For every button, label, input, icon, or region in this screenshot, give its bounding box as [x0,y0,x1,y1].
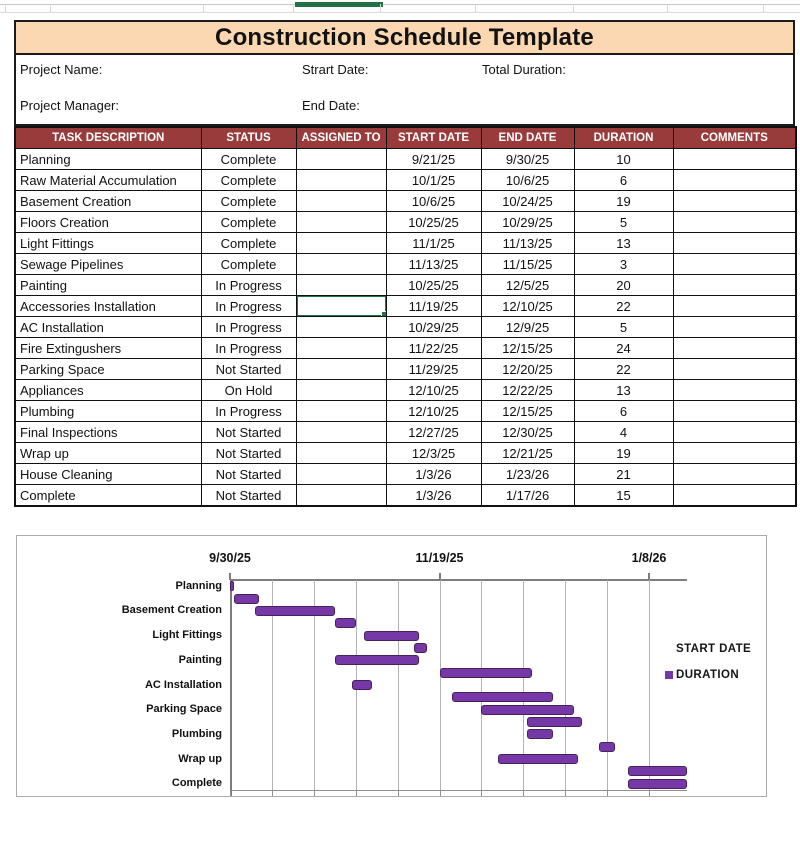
gantt-axis-tick [272,790,273,796]
cell-end[interactable]: 12/9/25 [481,317,574,338]
title-band [14,20,795,55]
cell-status[interactable]: In Progress [201,296,296,317]
gantt-axis-tick [440,790,441,796]
project-info-panel [14,55,795,126]
cell-end[interactable]: 12/20/25 [481,359,574,380]
gantt-bar[interactable] [481,705,573,715]
gantt-category-label: AC Installation [144,678,222,691]
cell-comments[interactable] [673,233,796,254]
cell-assigned[interactable] [296,254,386,275]
cell-assigned[interactable] [296,191,386,212]
cell-start[interactable]: 11/19/25 [386,296,481,317]
legend-duration-entry [665,669,739,681]
spreadsheet-top-strip [0,0,800,13]
gantt-bar[interactable] [414,643,427,653]
page-title: Construction Schedule Template [215,23,594,51]
gantt-bar[interactable] [498,754,578,764]
gantt-axis-tick [314,790,315,796]
gantt-gridline [230,580,232,796]
column-divider [293,4,294,12]
cell-duration[interactable]: 22 [574,359,673,380]
table-header-row [15,127,796,149]
cell-duration[interactable]: 13 [574,233,673,254]
cell-status[interactable]: Complete [201,170,296,191]
column-divider [667,4,668,12]
cell-task[interactable]: House Cleaning [15,464,201,485]
cell-duration[interactable]: 24 [574,338,673,359]
cell-duration[interactable]: 19 [574,443,673,464]
gantt-axis-tick [229,573,231,580]
cell-assigned[interactable] [296,233,386,254]
cell-comments[interactable] [673,296,796,317]
cell-task[interactable]: Parking Space [15,359,201,380]
cell-duration[interactable]: 4 [574,422,673,443]
column-divider [50,4,51,12]
cell-comments[interactable] [673,338,796,359]
cell-duration[interactable]: 10 [574,149,673,170]
gantt-bar[interactable] [364,631,418,641]
cell-duration[interactable]: 6 [574,401,673,422]
cell-status[interactable]: In Progress [201,317,296,338]
cell-task[interactable]: Raw Material Accumulation [15,170,201,191]
cell-start[interactable]: 11/22/25 [386,338,481,359]
cell-task[interactable]: Planning [15,149,201,170]
gantt-bar[interactable] [335,655,419,665]
gantt-category-label: Wrap up [178,752,222,765]
table-row [15,443,796,464]
cell-start[interactable]: 12/3/25 [386,443,481,464]
cell-start[interactable]: 12/10/25 [386,401,481,422]
cell-start[interactable]: 10/29/25 [386,317,481,338]
column-divider [5,4,6,12]
cell-comments[interactable] [673,275,796,296]
gantt-axis-tick [439,573,441,580]
column-header-duration[interactable]: DURATION [574,127,673,149]
cell-task[interactable]: Accessories Installation [15,296,201,317]
cell-comments[interactable] [673,359,796,380]
gantt-axis-tick [230,790,231,796]
cell-start[interactable]: 10/6/25 [386,191,481,212]
cell-comments[interactable] [673,380,796,401]
gantt-bar[interactable] [628,766,687,776]
table-row [15,254,796,275]
cell-end[interactable]: 10/29/25 [481,212,574,233]
cell-duration[interactable]: 13 [574,380,673,401]
cell-comments[interactable] [673,191,796,212]
cell-comments[interactable] [673,422,796,443]
cell-status[interactable]: Complete [201,191,296,212]
gantt-axis-tick [481,790,482,796]
cell-start[interactable]: 1/3/26 [386,464,481,485]
cell-duration[interactable]: 5 [574,317,673,338]
cell-task[interactable]: Plumbing [15,401,201,422]
cell-assigned[interactable] [296,317,386,338]
column-divider [763,4,764,12]
cell-task[interactable]: Final Inspections [15,422,201,443]
gantt-gridline [481,580,482,790]
cell-comments[interactable] [673,464,796,485]
cell-status[interactable]: In Progress [201,275,296,296]
cell-duration[interactable]: 15 [574,485,673,507]
gantt-bar[interactable] [527,717,581,727]
duration-legend-marker-icon [665,671,673,679]
cell-task[interactable]: Appliances [15,380,201,401]
cell-assigned[interactable] [296,275,386,296]
table-row [15,359,796,380]
cell-start[interactable]: 11/1/25 [386,233,481,254]
gantt-bar[interactable] [335,618,356,628]
table-row [15,401,796,422]
gantt-category-label: Complete [171,777,222,790]
cell-task[interactable]: Wrap up [15,443,201,464]
table-row [15,233,796,254]
schedule-table[interactable] [14,126,797,507]
gantt-gridline [440,580,441,790]
cell-end[interactable]: 12/15/25 [481,401,574,422]
gantt-bar[interactable] [452,692,553,702]
gantt-gridline [607,580,608,790]
cell-duration[interactable]: 19 [574,191,673,212]
gantt-x-axis-label: 1/8/26 [631,551,667,565]
gantt-bar[interactable] [527,729,552,739]
gantt-axis-tick [523,790,524,796]
column-header-comments[interactable]: COMMENTS [673,127,796,149]
legend-start-date-label: START DATE [676,643,752,655]
cell-start[interactable]: 11/13/25 [386,254,481,275]
gantt-bar[interactable] [234,594,259,604]
cell-task[interactable]: Basement Creation [15,191,201,212]
cell-start[interactable]: 12/10/25 [386,380,481,401]
cell-status[interactable]: On Hold [201,380,296,401]
cell-task[interactable]: Sewage Pipelines [15,254,201,275]
cell-assigned[interactable] [296,401,386,422]
cell-status[interactable]: Not Started [201,359,296,380]
cell-task[interactable]: Light Fittings [15,233,201,254]
gantt-bar[interactable] [352,680,373,690]
table-row [15,317,796,338]
cell-task[interactable]: Fire Extingushers [15,338,201,359]
table-row [15,296,796,317]
gantt-category-label: Plumbing [171,727,222,740]
gantt-axis-tick [565,790,566,796]
start-date-label: Strart Date: [302,62,369,77]
cell-assigned[interactable] [296,149,386,170]
cell-end[interactable]: 10/24/25 [481,191,574,212]
cell-end[interactable]: 9/30/25 [481,149,574,170]
cell-comments[interactable] [673,443,796,464]
cell-end[interactable]: 1/17/26 [481,485,574,507]
cell-end[interactable]: 12/15/25 [481,338,574,359]
column-header-end-date[interactable]: END DATE [481,127,574,149]
gantt-axis-tick [356,790,357,796]
cell-end[interactable]: 12/22/25 [481,380,574,401]
cell-status[interactable]: Not Started [201,485,296,507]
cell-start[interactable]: 11/29/25 [386,359,481,380]
cell-comments[interactable] [673,149,796,170]
cell-status[interactable]: Not Started [201,443,296,464]
cell-comments[interactable] [673,170,796,191]
cell-task[interactable]: AC Installation [15,317,201,338]
column-header-start-date[interactable]: START DATE [386,127,481,149]
gantt-category-label: Painting [178,653,222,666]
total-duration-label: Total Duration: [482,62,566,77]
gantt-axis-tick [607,790,608,796]
cell-start[interactable]: 10/25/25 [386,212,481,233]
table-row [15,464,796,485]
cell-assigned[interactable] [296,170,386,191]
cell-assigned[interactable] [296,212,386,233]
cell-start[interactable]: 1/3/26 [386,485,481,507]
cell-duration[interactable]: 22 [574,296,673,317]
gantt-axis-tick [649,790,650,796]
gantt-gridline [649,580,650,790]
column-divider [203,4,204,12]
gantt-bar[interactable] [255,606,335,616]
legend-duration-label: DURATION [676,669,740,681]
gantt-gridline [398,580,399,790]
cell-status[interactable]: In Progress [201,338,296,359]
column-divider [573,4,574,12]
cell-start[interactable]: 10/25/25 [386,275,481,296]
cell-status[interactable]: Complete [201,233,296,254]
gantt-category-label: Planning [175,579,222,592]
cell-end[interactable]: 12/5/25 [481,275,574,296]
cell-start[interactable]: 12/27/25 [386,422,481,443]
cell-comments[interactable] [673,401,796,422]
cell-end[interactable]: 1/23/26 [481,464,574,485]
cell-assigned[interactable] [296,338,386,359]
fill-handle-icon[interactable] [381,311,387,317]
cell-task[interactable]: Complete [15,485,201,507]
table-row [15,212,796,233]
grid-line [0,12,800,13]
table-row [15,275,796,296]
column-divider [380,4,381,12]
table-row [15,338,796,359]
cell-end[interactable]: 12/21/25 [481,443,574,464]
cell-assigned[interactable] [296,359,386,380]
gantt-axis-tick [398,790,399,796]
cell-task[interactable]: Floors Creation [15,212,201,233]
grid-line [0,4,800,5]
project-manager-label: Project Manager: [20,98,119,113]
cell-end[interactable]: 11/15/25 [481,254,574,275]
cell-comments[interactable] [673,317,796,338]
cell-duration[interactable]: 21 [574,464,673,485]
cell-assigned[interactable] [296,443,386,464]
cell-comments[interactable] [673,485,796,507]
cell-duration[interactable]: 6 [574,170,673,191]
column-header-status[interactable]: STATUS [201,127,296,149]
column-header-assigned-to[interactable]: ASSIGNED TO [296,127,386,149]
gantt-bottom-axis [230,790,687,791]
cell-status[interactable]: Complete [201,149,296,170]
cell-status[interactable]: In Progress [201,401,296,422]
gantt-x-axis-label: 9/30/25 [209,551,251,565]
gantt-bar[interactable] [628,779,687,789]
gantt-axis-tick [648,573,650,580]
cell-assigned[interactable] [296,422,386,443]
table-row [15,485,796,507]
cell-assigned[interactable] [296,485,386,507]
table-row [15,191,796,212]
cell-duration[interactable]: 5 [574,212,673,233]
cell-end[interactable]: 10/6/25 [481,170,574,191]
cell-duration[interactable]: 20 [574,275,673,296]
gantt-chart[interactable] [16,535,767,797]
cell-end[interactable]: 12/30/25 [481,422,574,443]
cell-assigned[interactable] [296,380,386,401]
cell-comments[interactable] [673,254,796,275]
table-row [15,149,796,170]
cell-comments[interactable] [673,212,796,233]
gantt-bar[interactable] [599,742,616,752]
project-name-label: Project Name: [20,62,103,77]
gantt-category-label: Parking Space [146,703,222,716]
gantt-x-axis-label: 11/19/25 [415,551,464,565]
gantt-bar[interactable] [230,581,234,591]
cell-status[interactable]: Complete [201,254,296,275]
gantt-category-label: Basement Creation [121,604,222,617]
selected-cell[interactable] [296,296,386,317]
cell-start[interactable]: 10/1/25 [386,170,481,191]
gantt-bar[interactable] [440,668,532,678]
cell-status[interactable]: Not Started [201,464,296,485]
column-divider [475,4,476,12]
column-header-task-description[interactable]: TASK DESCRIPTION [15,127,201,149]
cell-assigned[interactable] [296,464,386,485]
cell-end[interactable]: 12/10/25 [481,296,574,317]
cell-duration[interactable]: 3 [574,254,673,275]
cell-start[interactable]: 9/21/25 [386,149,481,170]
table-row [15,380,796,401]
table-row [15,422,796,443]
table-row [15,170,796,191]
gantt-top-axis [230,579,687,581]
end-date-label: End Date: [302,98,360,113]
gantt-category-label: Light Fittings [152,629,222,642]
cell-status[interactable]: Not Started [201,422,296,443]
cell-status[interactable]: Complete [201,212,296,233]
cell-task[interactable]: Painting [15,275,201,296]
selected-column-indicator [295,2,383,7]
cell-end[interactable]: 11/13/25 [481,233,574,254]
